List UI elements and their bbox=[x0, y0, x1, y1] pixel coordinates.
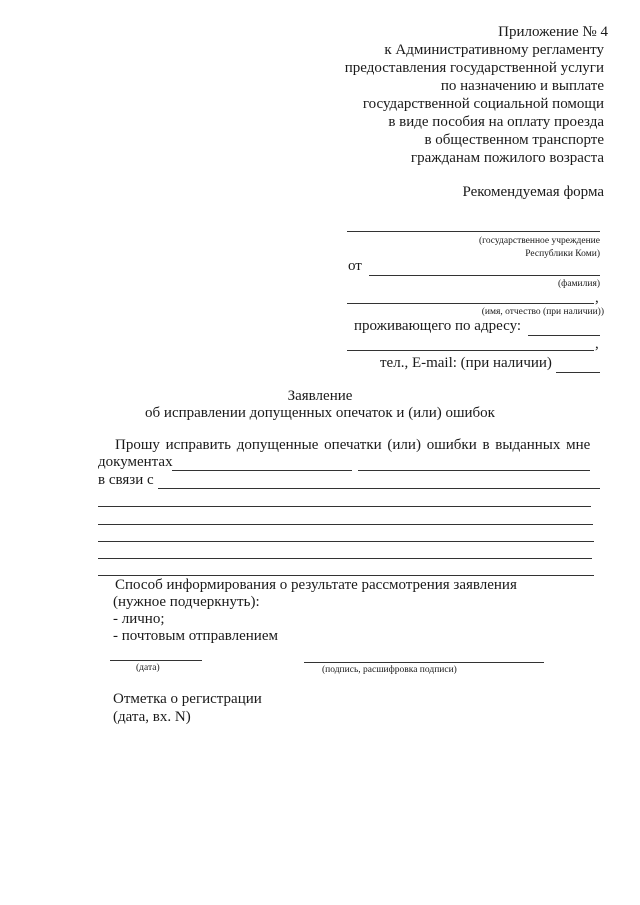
registration-details: (дата, вх. N) bbox=[113, 709, 191, 725]
reason-field[interactable] bbox=[158, 488, 600, 489]
document-title: Заявление bbox=[287, 388, 353, 404]
name-hint: (имя, отчество (при наличии)) bbox=[481, 307, 604, 317]
appendix-line: гражданам пожилого возраста bbox=[410, 150, 604, 166]
option-mail[interactable]: - почтовым отправлением bbox=[113, 628, 278, 644]
address-field-2[interactable] bbox=[347, 350, 594, 351]
institution-field[interactable] bbox=[347, 231, 600, 232]
comma: , bbox=[595, 336, 599, 352]
reason-line[interactable] bbox=[98, 524, 593, 525]
appendix-line: к Административному регламенту bbox=[384, 42, 604, 58]
appendix-line: государственной социальной помощи bbox=[362, 96, 604, 112]
reason-line[interactable] bbox=[98, 541, 594, 542]
appendix-line: в виде пособия на оплату проезда bbox=[388, 114, 604, 130]
reason-line[interactable] bbox=[98, 506, 591, 507]
reason-label: в связи с bbox=[98, 472, 154, 488]
appendix-line: в общественном транспорте bbox=[424, 132, 604, 148]
recommended-form-label: Рекомендуемая форма bbox=[462, 184, 604, 200]
documents-label: документах bbox=[98, 454, 173, 470]
reason-line[interactable] bbox=[98, 558, 592, 559]
appendix-number: Приложение № 4 bbox=[498, 24, 608, 40]
surname-field[interactable] bbox=[369, 275, 600, 276]
date-field[interactable] bbox=[110, 660, 202, 661]
signature-hint: (подпись, расшифровка подписи) bbox=[322, 665, 457, 675]
phone-label: тел., E-mail: (при наличии) bbox=[380, 355, 552, 371]
appendix-line: предоставления государственной услуги bbox=[344, 60, 604, 76]
institution-hint: Республики Коми) bbox=[525, 249, 600, 259]
document-subtitle: об исправлении допущенных опечаток и (или) ошибок bbox=[145, 405, 495, 421]
appendix-line: по назначению и выплате bbox=[440, 78, 604, 94]
signature-field[interactable] bbox=[304, 662, 544, 663]
documents-field[interactable] bbox=[172, 470, 352, 471]
documents-field-2[interactable] bbox=[358, 470, 590, 471]
surname-hint: (фамилия) bbox=[558, 279, 600, 289]
reason-line[interactable] bbox=[98, 575, 594, 576]
address-label: проживающего по адресу: bbox=[354, 318, 522, 334]
institution-hint: (государственное учреждение bbox=[479, 236, 600, 246]
option-personal[interactable]: - лично; bbox=[113, 611, 165, 627]
name-field[interactable] bbox=[347, 303, 594, 304]
request-text: Прошу исправить допущенные опечатки (или) ошибки в выданных мне bbox=[115, 437, 591, 453]
from-label: от bbox=[348, 258, 362, 274]
notification-method: Способ информирования о результате рассмотрения заявления bbox=[115, 577, 517, 593]
registration-label: Отметка о регистрации bbox=[113, 691, 262, 707]
phone-field[interactable] bbox=[556, 372, 600, 373]
address-field[interactable] bbox=[528, 335, 600, 336]
comma: , bbox=[595, 290, 599, 306]
notification-hint: (нужное подчеркнуть): bbox=[113, 594, 260, 610]
date-hint: (дата) bbox=[136, 663, 160, 673]
